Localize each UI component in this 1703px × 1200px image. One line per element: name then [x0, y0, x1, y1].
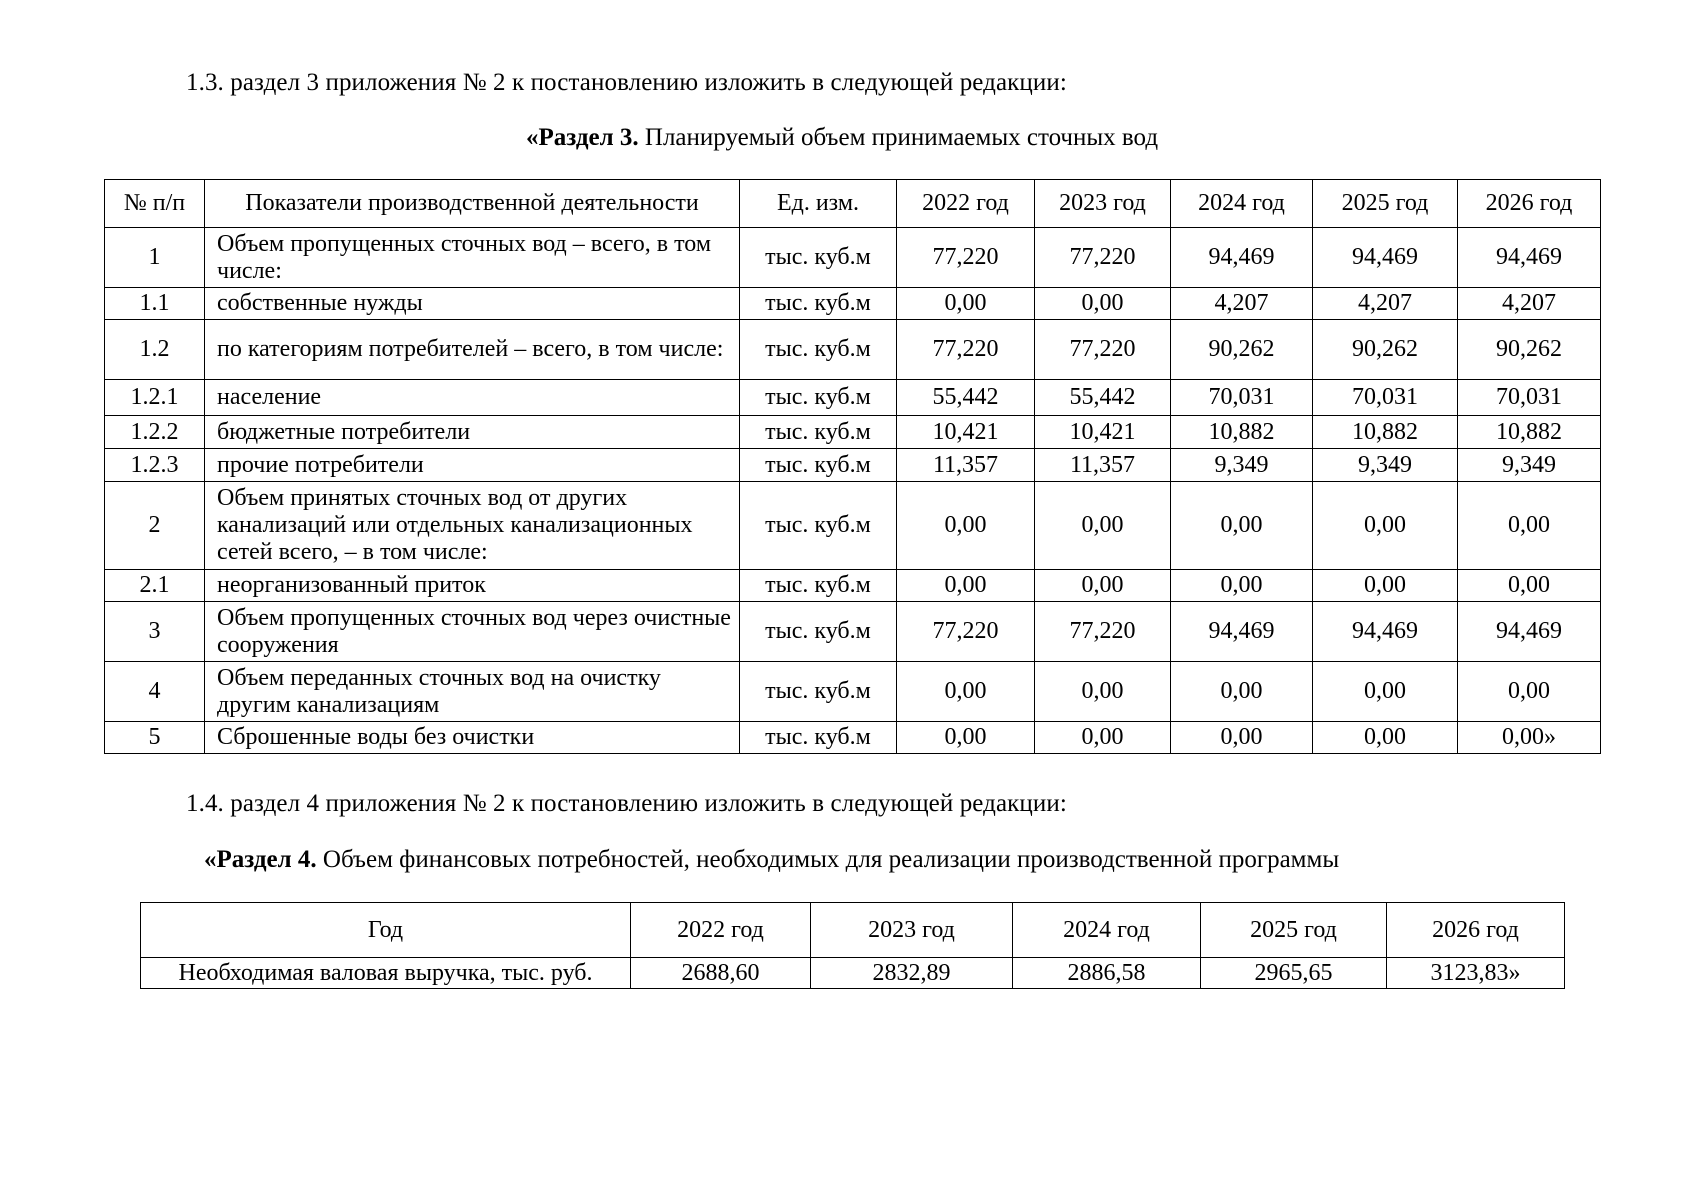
row-number: 1.2.3: [105, 449, 205, 482]
value-cell: 0,00: [897, 662, 1035, 722]
value-cell: 0,00: [1313, 482, 1458, 570]
value-cell: 0,00: [1458, 570, 1601, 602]
header-cell: 2022 год: [897, 180, 1035, 228]
unit-cell: тыс. куб.м: [740, 228, 897, 288]
header-cell: 2026 год: [1458, 180, 1601, 228]
value-cell: 77,220: [897, 320, 1035, 380]
value-cell: 3123,83»: [1387, 958, 1565, 989]
value-cell: 9,349: [1171, 449, 1313, 482]
row-number: 1: [105, 228, 205, 288]
value-cell: 0,00: [1171, 482, 1313, 570]
row-number: 2.1: [105, 570, 205, 602]
value-cell: 77,220: [897, 602, 1035, 662]
table-row: [105, 416, 1601, 449]
value-cell: 0,00: [1171, 570, 1313, 602]
value-cell: 2965,65: [1201, 958, 1387, 989]
row-number: 5: [105, 722, 205, 754]
section-3-title-text: Планируемый объем принимаемых сточных вод: [638, 124, 1159, 151]
header-cell: № п/п: [105, 180, 205, 228]
value-cell: 0,00: [1035, 288, 1171, 320]
header-cell: 2023 год: [811, 903, 1013, 958]
value-cell: 11,357: [897, 449, 1035, 482]
section-3-title-bold: «Раздел 3.: [526, 124, 639, 151]
value-cell: 0,00»: [1458, 722, 1601, 754]
unit-cell: тыс. куб.м: [740, 482, 897, 570]
indicator-cell: бюджетные потребители: [205, 416, 740, 449]
value-cell: 10,882: [1313, 416, 1458, 449]
value-cell: 0,00: [1313, 722, 1458, 754]
unit-cell: тыс. куб.м: [740, 449, 897, 482]
row-number: 3: [105, 602, 205, 662]
header-cell: 2025 год: [1201, 903, 1387, 958]
header-cell: 2026 год: [1387, 903, 1565, 958]
indicator-cell: население: [205, 380, 740, 416]
table-row: [105, 288, 1601, 320]
value-cell: 94,469: [1458, 602, 1601, 662]
section-4-header-row: [141, 903, 1565, 958]
section-4-data-row: [141, 958, 1565, 989]
value-cell: 9,349: [1458, 449, 1601, 482]
value-cell: 77,220: [1035, 228, 1171, 288]
paragraph-1-3: 1.3. раздел 3 приложения № 2 к постановлению изложить в следующей редакции:: [186, 69, 1067, 96]
unit-cell: тыс. куб.м: [740, 320, 897, 380]
table-row: [105, 380, 1601, 416]
value-cell: 77,220: [897, 228, 1035, 288]
row-number: 1.2.2: [105, 416, 205, 449]
row-number: 1.1: [105, 288, 205, 320]
value-cell: 70,031: [1313, 380, 1458, 416]
header-cell: 2024 год: [1171, 180, 1313, 228]
section-4-title-bold: «Раздел 4.: [204, 846, 317, 873]
row-number: 1.2: [105, 320, 205, 380]
row-label: Необходимая валовая выручка, тыс. руб.: [141, 958, 631, 989]
value-cell: 10,421: [897, 416, 1035, 449]
indicator-cell: собственные нужды: [205, 288, 740, 320]
value-cell: 0,00: [897, 722, 1035, 754]
table-row: [105, 482, 1601, 570]
section-3-table: [104, 179, 1601, 754]
value-cell: 0,00: [897, 482, 1035, 570]
value-cell: 2886,58: [1013, 958, 1201, 989]
value-cell: 0,00: [1035, 482, 1171, 570]
value-cell: 94,469: [1171, 602, 1313, 662]
value-cell: 0,00: [897, 288, 1035, 320]
table-row: [105, 320, 1601, 380]
value-cell: 94,469: [1313, 228, 1458, 288]
unit-cell: тыс. куб.м: [740, 570, 897, 602]
unit-cell: тыс. куб.м: [740, 722, 897, 754]
header-cell: Ед. изм.: [740, 180, 897, 228]
paragraph-1-4: 1.4. раздел 4 приложения № 2 к постановлению изложить в следующей редакции:: [186, 790, 1067, 817]
value-cell: 4,207: [1458, 288, 1601, 320]
indicator-cell: Объем принятых сточных вод от других канализаций или отдельных канализационных сетей всего, – в том числе:: [205, 482, 740, 570]
indicator-cell: Сброшенные воды без очистки: [205, 722, 740, 754]
value-cell: 0,00: [1035, 722, 1171, 754]
table-row: [105, 662, 1601, 722]
row-number: 2: [105, 482, 205, 570]
unit-cell: тыс. куб.м: [740, 416, 897, 449]
value-cell: 77,220: [1035, 602, 1171, 662]
header-cell: 2023 год: [1035, 180, 1171, 228]
section-3-header-row: [105, 180, 1601, 228]
value-cell: 0,00: [1035, 662, 1171, 722]
value-cell: 10,882: [1458, 416, 1601, 449]
value-cell: 70,031: [1458, 380, 1601, 416]
value-cell: 77,220: [1035, 320, 1171, 380]
value-cell: 0,00: [1313, 570, 1458, 602]
unit-cell: тыс. куб.м: [740, 380, 897, 416]
value-cell: 0,00: [1313, 662, 1458, 722]
header-cell: 2025 год: [1313, 180, 1458, 228]
value-cell: 94,469: [1458, 228, 1601, 288]
value-cell: 94,469: [1171, 228, 1313, 288]
value-cell: 10,421: [1035, 416, 1171, 449]
header-cell: 2024 год: [1013, 903, 1201, 958]
header-cell: 2022 год: [631, 903, 811, 958]
value-cell: 55,442: [1035, 380, 1171, 416]
indicator-cell: прочие потребители: [205, 449, 740, 482]
row-number: 1.2.1: [105, 380, 205, 416]
indicator-cell: Объем пропущенных сточных вод – всего, в том числе:: [205, 228, 740, 288]
value-cell: 4,207: [1313, 288, 1458, 320]
unit-cell: тыс. куб.м: [740, 662, 897, 722]
value-cell: 0,00: [1171, 662, 1313, 722]
value-cell: 0,00: [1171, 722, 1313, 754]
row-number: 4: [105, 662, 205, 722]
unit-cell: тыс. куб.м: [740, 288, 897, 320]
value-cell: 9,349: [1313, 449, 1458, 482]
value-cell: 10,882: [1171, 416, 1313, 449]
value-cell: 90,262: [1171, 320, 1313, 380]
value-cell: 0,00: [897, 570, 1035, 602]
value-cell: 0,00: [1458, 662, 1601, 722]
value-cell: 4,207: [1171, 288, 1313, 320]
indicator-cell: по категориям потребителей – всего, в том числе:: [205, 320, 740, 380]
indicator-cell: Объем переданных сточных вод на очистку другим канализациям: [205, 662, 740, 722]
value-cell: 70,031: [1171, 380, 1313, 416]
value-cell: 90,262: [1458, 320, 1601, 380]
table-row: [105, 228, 1601, 288]
value-cell: 0,00: [1458, 482, 1601, 570]
value-cell: 94,469: [1313, 602, 1458, 662]
value-cell: 2688,60: [631, 958, 811, 989]
value-cell: 2832,89: [811, 958, 1013, 989]
value-cell: 11,357: [1035, 449, 1171, 482]
section-4-title-text: Объем финансовых потребностей, необходимых для реализации производственной программы: [316, 846, 1340, 873]
table-row: [105, 722, 1601, 754]
value-cell: 90,262: [1313, 320, 1458, 380]
indicator-cell: Объем пропущенных сточных вод через очистные сооружения: [205, 602, 740, 662]
table-row: [105, 602, 1601, 662]
indicator-cell: неорганизованный приток: [205, 570, 740, 602]
value-cell: 55,442: [897, 380, 1035, 416]
header-cell: Показатели производственной деятельности: [205, 180, 740, 228]
table-row: [105, 570, 1601, 602]
table-row: [105, 449, 1601, 482]
section-4-table: [140, 902, 1565, 989]
section-4-title: [204, 846, 1339, 874]
section-3-title: [526, 124, 1158, 152]
unit-cell: тыс. куб.м: [740, 602, 897, 662]
value-cell: 0,00: [1035, 570, 1171, 602]
header-cell: Год: [141, 903, 631, 958]
